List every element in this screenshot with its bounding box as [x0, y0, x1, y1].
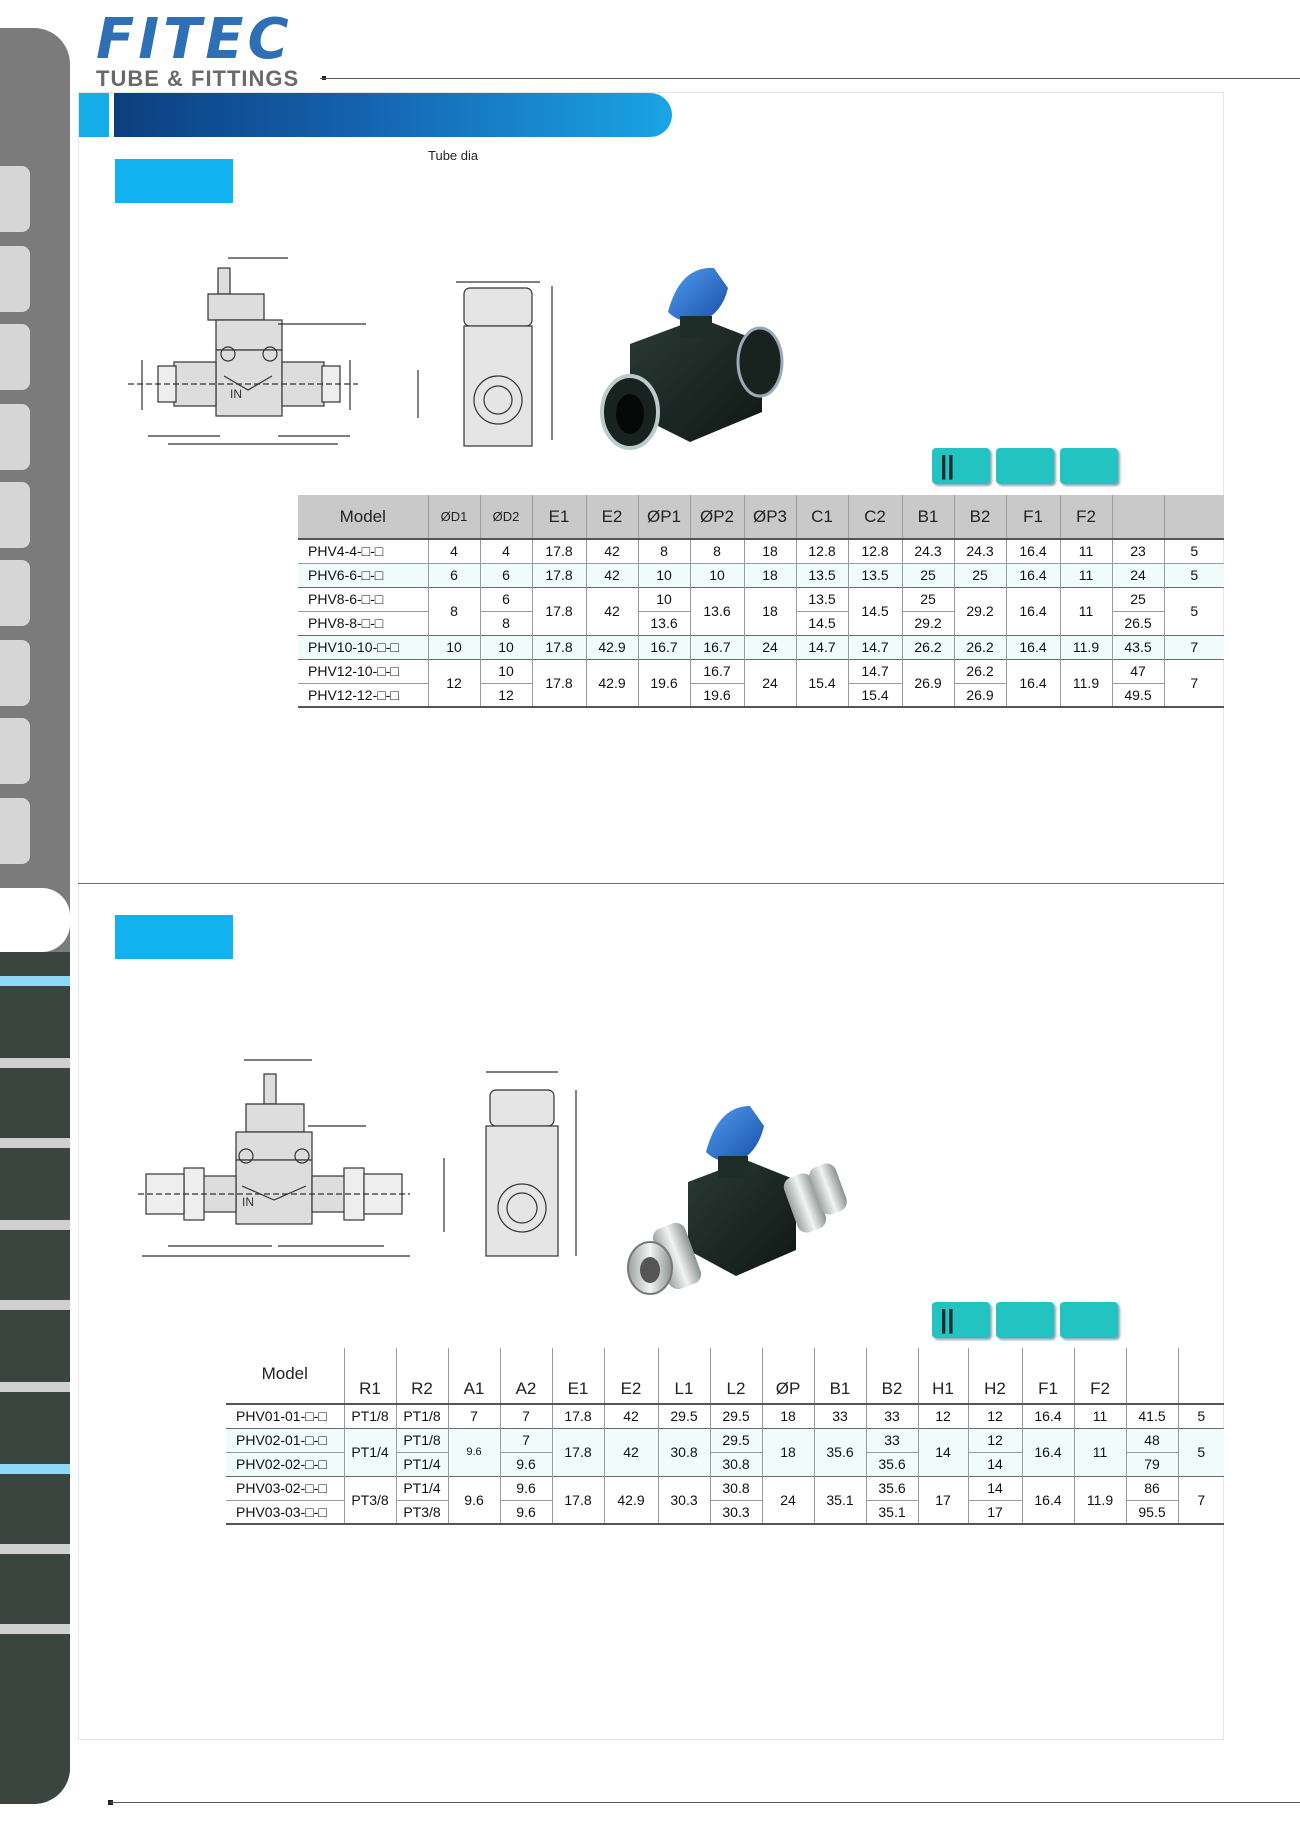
table-cell: PT1/4: [396, 1452, 448, 1476]
table-cell: 24: [744, 659, 796, 707]
logo-tagline: TUBE & FITTINGS: [96, 66, 300, 91]
table-cell: 18: [744, 563, 796, 587]
model-cell: PHV10-10-□-□: [298, 635, 428, 659]
col-header: Model: [261, 1363, 308, 1383]
table-cell: 16.4: [1022, 1404, 1074, 1428]
table-cell: 29.5: [658, 1404, 710, 1428]
table-row: [298, 635, 1224, 659]
sidebar-stripe: [0, 1300, 70, 1310]
table-cell: 11.9: [1074, 1476, 1126, 1524]
table-cell: 7: [500, 1428, 552, 1452]
table-cell: 9.6: [448, 1428, 500, 1476]
table-cell: 10: [638, 587, 690, 611]
table-row: [298, 563, 1224, 587]
table-cell: 16.7: [690, 635, 744, 659]
model-cell: PHV8-6-□-□: [308, 591, 384, 607]
col-header: B1: [814, 1348, 866, 1404]
table-cell: 25: [902, 563, 954, 587]
model-cell: PHV02-02-□-□: [226, 1452, 344, 1476]
table-cell: 15.4: [848, 683, 902, 707]
table-cell: 29.5: [710, 1404, 762, 1428]
table-cell: 79: [1126, 1452, 1178, 1476]
sidebar-stripe: [0, 1544, 70, 1554]
table-cell: 6: [480, 563, 532, 587]
table-cell: 24.3: [954, 539, 1006, 563]
table-cell: 5: [1164, 587, 1224, 635]
sidebar-stripe: [0, 1220, 70, 1230]
table-cell: 14.7: [848, 635, 902, 659]
sidebar-stripe: [0, 1138, 70, 1148]
model-cell: PHV02-01-□-□: [226, 1428, 344, 1452]
nav-button[interactable]: ||: [932, 448, 990, 484]
table-cell: 11.9: [1060, 635, 1112, 659]
brand-logo: [96, 7, 300, 92]
banner-square: [79, 93, 109, 137]
table-row: [298, 539, 1224, 563]
valve-tube-drawing-icon: [128, 248, 428, 458]
table-cell: 10: [690, 563, 744, 587]
table-cell: 14: [918, 1428, 968, 1476]
table-cell: 10: [428, 635, 480, 659]
col-header: L2: [710, 1348, 762, 1404]
table-header-row: [298, 495, 1224, 539]
table-cell: 17: [968, 1500, 1022, 1524]
table-cell: 11: [1074, 1428, 1126, 1476]
table-cell: 16.7: [638, 635, 690, 659]
sidebar-tab[interactable]: [0, 246, 30, 312]
table-cell: 25: [1112, 587, 1164, 611]
col-header: [1178, 1348, 1224, 1404]
col-header: [1112, 495, 1164, 539]
table-cell: 12: [480, 683, 532, 707]
table-cell: 14.7: [796, 635, 848, 659]
table-cell: 24: [744, 635, 796, 659]
col-header: F2: [1060, 495, 1112, 539]
table-cell: 8: [428, 587, 480, 635]
table-cell: 8: [480, 611, 532, 635]
spec-table-tube: [298, 495, 1224, 708]
table-row: [298, 587, 1224, 611]
header-rule: [320, 78, 1300, 79]
table-cell: 29.5: [710, 1428, 762, 1452]
tube-dia-caption: Tube dia: [428, 148, 479, 163]
table-cell: 14: [968, 1476, 1022, 1500]
table-cell: 7: [1164, 659, 1224, 707]
table-cell: 13.6: [638, 611, 690, 635]
col-header: C1: [796, 495, 848, 539]
svg-text:IN: IN: [230, 387, 242, 401]
table-cell: 15.4: [796, 659, 848, 707]
logo-wordmark: FITEC: [96, 7, 293, 72]
model-cell: PHV03-03-□-□: [236, 1503, 327, 1520]
table-cell: 17.8: [532, 563, 586, 587]
sidebar-dark-area: [0, 952, 70, 1804]
section-label-box: [115, 159, 233, 203]
col-header: R2: [396, 1348, 448, 1404]
table-cell: 16.4: [1006, 659, 1060, 707]
table-cell: 16.4: [1006, 635, 1060, 659]
table-cell: 30.8: [710, 1452, 762, 1476]
table-cell: PT1/4: [344, 1428, 396, 1476]
col-header: E1: [532, 495, 586, 539]
table-cell: 42.9: [586, 659, 638, 707]
table-cell: 9.6: [448, 1476, 500, 1524]
table-cell: 17.8: [552, 1476, 604, 1524]
table-cell: 9.6: [500, 1500, 552, 1524]
sidebar-tab-active[interactable]: [0, 888, 70, 952]
table-cell: 42: [604, 1404, 658, 1428]
col-header: F1: [1006, 495, 1060, 539]
table-cell: 14.5: [848, 587, 902, 635]
table-cell: 26.5: [1112, 611, 1164, 635]
table-cell: 13.5: [796, 563, 848, 587]
table-cell: 42.9: [604, 1476, 658, 1524]
model-cell: PHV8-8-□-□: [308, 615, 384, 631]
table-cell: 16.4: [1006, 587, 1060, 635]
table-cell: 86: [1126, 1476, 1178, 1500]
table-cell: 42: [586, 563, 638, 587]
table-cell: 23: [1112, 539, 1164, 563]
col-header: Model: [339, 506, 386, 526]
col-header: A1: [448, 1348, 500, 1404]
table-cell: 16.7: [690, 659, 744, 683]
col-header: B1: [902, 495, 954, 539]
table-cell: 7: [1164, 635, 1224, 659]
table-cell: 24: [1112, 563, 1164, 587]
table-cell: 24: [762, 1476, 814, 1524]
table-cell: 17: [918, 1476, 968, 1524]
valve-thread-drawing-icon: [138, 1054, 458, 1270]
sidebar-tab[interactable]: [0, 482, 30, 548]
table-cell: 95.5: [1126, 1500, 1178, 1524]
table-cell: 11: [1060, 539, 1112, 563]
table-cell: 26.2: [902, 635, 954, 659]
table-cell: 5: [1178, 1404, 1224, 1428]
table-cell: 17.8: [532, 587, 586, 635]
table-cell: 5: [1178, 1428, 1224, 1476]
col-header: C2: [848, 495, 902, 539]
table-cell: PT3/8: [344, 1476, 396, 1524]
footer-rule: [110, 1802, 1300, 1803]
valve-thread-photo-icon: [618, 1100, 854, 1296]
table-cell: 35.6: [866, 1452, 918, 1476]
table-cell: PT1/4: [396, 1476, 448, 1500]
table-cell: 4: [428, 539, 480, 563]
sidebar-stripe: [0, 1058, 70, 1068]
table-cell: 49.5: [1112, 683, 1164, 707]
table-cell: 8: [638, 539, 690, 563]
table-cell: 33: [814, 1404, 866, 1428]
table-cell: 26.9: [902, 659, 954, 707]
nav-button[interactable]: [1060, 1302, 1118, 1338]
sidebar-tabs: [0, 28, 70, 1804]
col-header: ØP: [762, 1348, 814, 1404]
table-cell: 33: [866, 1428, 918, 1452]
section-label-box: [115, 915, 233, 959]
table-cell: 29.2: [954, 587, 1006, 635]
table-cell: PT1/8: [396, 1404, 448, 1428]
table-cell: 10: [638, 563, 690, 587]
sidebar-stripe: [0, 1464, 70, 1474]
col-header: B2: [954, 495, 1006, 539]
table-header-row: [226, 1348, 1224, 1404]
table-cell: 11: [1060, 563, 1112, 587]
table-cell: 25: [902, 587, 954, 611]
sidebar-tab[interactable]: [0, 798, 30, 864]
table-cell: 11: [1060, 587, 1112, 635]
sidebar-tab[interactable]: [0, 560, 30, 626]
sidebar-tab[interactable]: [0, 404, 30, 470]
table-cell: 12: [968, 1404, 1022, 1428]
table-cell: 17.8: [552, 1404, 604, 1428]
col-header: ØP2: [690, 495, 744, 539]
table-cell: 33: [866, 1404, 918, 1428]
table-cell: 7: [448, 1404, 500, 1428]
table-cell: 42.9: [586, 635, 638, 659]
col-header: H2: [968, 1348, 1022, 1404]
table-cell: 18: [744, 539, 796, 563]
model-cell: PHV12-10-□-□: [308, 663, 399, 679]
table-cell: PT1/8: [396, 1428, 448, 1452]
table-cell: 30.8: [658, 1428, 710, 1476]
table-cell: 16.4: [1006, 563, 1060, 587]
sidebar-tab[interactable]: [0, 166, 30, 232]
table-cell: 42: [586, 539, 638, 563]
table-cell: 11.9: [1060, 659, 1112, 707]
sidebar-stripe: [0, 976, 70, 986]
table-cell: 18: [762, 1404, 814, 1428]
table-cell: 7: [500, 1404, 552, 1428]
table-cell: 9.6: [500, 1452, 552, 1476]
col-header: ØD2: [480, 495, 532, 539]
table-cell: 13.6: [690, 587, 744, 635]
section-divider: [78, 883, 1224, 884]
table-cell: 6: [480, 587, 532, 611]
table-cell: 10: [480, 635, 532, 659]
table-cell: 10: [480, 659, 532, 683]
table-cell: 35.6: [866, 1476, 918, 1500]
table-cell: 42: [604, 1428, 658, 1476]
table-cell: 16.4: [1022, 1476, 1074, 1524]
nav-button[interactable]: [996, 448, 1054, 484]
table-cell: 26.2: [954, 659, 1006, 683]
table-cell: 5: [1164, 563, 1224, 587]
model-cell: PHV01-01-□-□: [236, 1408, 327, 1425]
table-cell: 42: [586, 587, 638, 635]
valve-thread-side-view-icon: [482, 1066, 582, 1266]
col-header: L1: [658, 1348, 710, 1404]
svg-text:IN: IN: [242, 1195, 254, 1209]
table-cell: 17.8: [532, 539, 586, 563]
table-cell: 7: [1178, 1476, 1224, 1524]
table-cell: 12.8: [848, 539, 902, 563]
sidebar-tab[interactable]: [0, 324, 30, 390]
col-header: B2: [866, 1348, 918, 1404]
table-cell: 13.5: [796, 587, 848, 611]
col-header: F2: [1074, 1348, 1126, 1404]
table-cell: 30.3: [658, 1476, 710, 1524]
table-cell: 48: [1126, 1428, 1178, 1452]
table-cell: 17.8: [532, 635, 586, 659]
sidebar-tab[interactable]: [0, 718, 30, 784]
table-cell: 47: [1112, 659, 1164, 683]
col-header: R1: [344, 1348, 396, 1404]
table-row: [226, 1476, 1224, 1500]
sidebar-tab[interactable]: [0, 640, 30, 706]
table-cell: 17.8: [552, 1428, 604, 1476]
table-cell: 35.1: [866, 1500, 918, 1524]
col-header: ØP3: [744, 495, 796, 539]
table-cell: PT1/8: [344, 1404, 396, 1428]
table-cell: 43.5: [1112, 635, 1164, 659]
table-cell: 4: [480, 539, 532, 563]
spec-table-thread: [226, 1348, 1224, 1525]
table-cell: 17.8: [532, 659, 586, 707]
table-row: [298, 659, 1224, 683]
col-header: [1164, 495, 1224, 539]
table-cell: 24.3: [902, 539, 954, 563]
table-row: [226, 1404, 1224, 1428]
table-cell: 29.2: [902, 611, 954, 635]
table-cell: 41.5: [1126, 1404, 1178, 1428]
col-header: ØP1: [638, 495, 690, 539]
col-header: ØD1: [428, 495, 480, 539]
table-cell: 26.2: [954, 635, 1006, 659]
table-cell: PT3/8: [396, 1500, 448, 1524]
table-cell: 30.8: [710, 1476, 762, 1500]
table-cell: 14: [968, 1452, 1022, 1476]
table-cell: 26.9: [954, 683, 1006, 707]
table-cell: 11: [1074, 1404, 1126, 1428]
col-header: A2: [500, 1348, 552, 1404]
table-cell: 12: [918, 1404, 968, 1428]
table-cell: 12.8: [796, 539, 848, 563]
table-cell: 35.1: [814, 1476, 866, 1524]
col-header: E2: [604, 1348, 658, 1404]
table-cell: 14.5: [796, 611, 848, 635]
nav-button[interactable]: ||: [932, 1302, 990, 1338]
nav-button[interactable]: [1060, 448, 1118, 484]
sidebar-stripe: [0, 1624, 70, 1634]
model-cell: PHV4-4-□-□: [308, 543, 384, 560]
table-cell: 18: [744, 587, 796, 635]
valve-tube-photo-icon: [590, 262, 800, 470]
col-header: E1: [552, 1348, 604, 1404]
table-cell: 8: [690, 539, 744, 563]
table-cell: 19.6: [638, 659, 690, 707]
model-cell: PHV6-6-□-□: [298, 563, 428, 587]
table-cell: 13.5: [848, 563, 902, 587]
table-cell: 9.6: [500, 1476, 552, 1500]
table-row: [226, 1428, 1224, 1452]
table-cell: 35.6: [814, 1428, 866, 1476]
nav-button[interactable]: [996, 1302, 1054, 1338]
table-cell: 12: [968, 1428, 1022, 1452]
table-cell: 14.7: [848, 659, 902, 683]
col-header: H1: [918, 1348, 968, 1404]
table-cell: 30.3: [710, 1500, 762, 1524]
col-header: E2: [586, 495, 638, 539]
col-header: [1126, 1348, 1178, 1404]
valve-tube-side-view-icon: [456, 280, 566, 452]
table-cell: 19.6: [690, 683, 744, 707]
table-cell: 5: [1164, 539, 1224, 563]
sidebar-stripe: [0, 1382, 70, 1392]
table-cell: 16.4: [1022, 1428, 1074, 1476]
model-cell: PHV12-12-□-□: [308, 686, 399, 703]
title-banner: [114, 93, 672, 137]
table-cell: 6: [428, 563, 480, 587]
table-cell: 18: [762, 1428, 814, 1476]
table-cell: 25: [954, 563, 1006, 587]
model-cell: PHV03-02-□-□: [236, 1480, 327, 1496]
table-cell: 12: [428, 659, 480, 707]
col-header: F1: [1022, 1348, 1074, 1404]
table-cell: 16.4: [1006, 539, 1060, 563]
